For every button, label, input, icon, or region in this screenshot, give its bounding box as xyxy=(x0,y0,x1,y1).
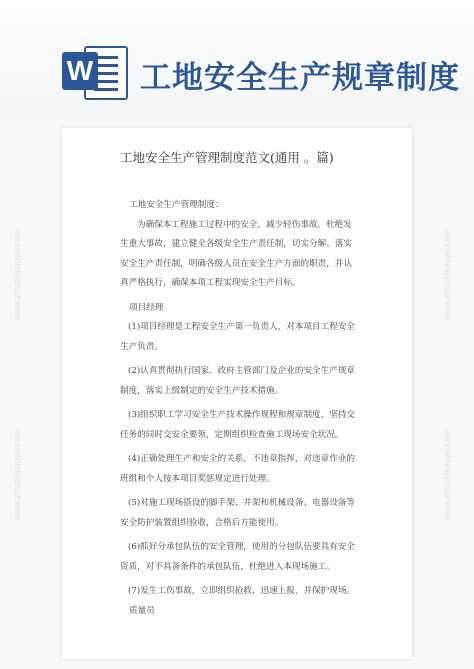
clause-4: (4)正确处理生产和安全的关系，不违章指挥，对违章作业的班组和个人按本项目奖惩规定进行处理。 xyxy=(120,454,356,484)
watermark-left: www.zhuzhijiaoyu.com www.zhuzhijiaoyu.com xyxy=(12,229,22,520)
document-title: 工地安全生产管理制度范文(通用 。篇) xyxy=(120,150,334,165)
word-document-icon xyxy=(62,42,128,100)
section-heading-manager: 项目经理 xyxy=(129,302,164,313)
section-heading: 工地安全生产管理制度： xyxy=(129,200,224,210)
clause-6: (6)抓好分承包队伍的安全管理，使用的分包队伍要具有安全资质，对不具备条件的承包队伍，杜绝进入本现场施工。 xyxy=(120,542,356,572)
word-letter: W xyxy=(62,52,98,90)
clause-2: (2)认真贯彻执行国家、政府主管部门及企业的安全生产规章制度，落实上级制定的安全生产技术措施。 xyxy=(120,366,356,396)
intro-paragraph: 为确保本工程施工过程中的安全，减少轻伤事故，杜绝发生重大事故，建立健全各级安全生产责任制，切实分解、落实安全生产责任制，明确各级人员在安全生产方面的职责，并认真严格执行，确保本项工程实现安全生产目标。 xyxy=(120,219,353,288)
clause-1: (1)项目经理是工程安全生产第一负责人，对本项目工程安全生产负责。 xyxy=(120,322,356,352)
clause-7: (7)发生工伤事故，立即组织抢救，迅速上报，并保护现场。 xyxy=(128,586,356,596)
document-body xyxy=(120,196,360,621)
watermark-right: www.zhuzhijiaoyu.com www.zhuzhijiaoyu.com xyxy=(442,229,452,520)
clause-5: (5)对施工现场搭设的脚手架、井架和机械设备、电器设备等安全防护装置组织验收，合格后方能使用。 xyxy=(120,498,356,528)
banner xyxy=(0,0,474,118)
document-page xyxy=(62,128,412,659)
clause-3: (3)组织职工学习安全生产技术操作规程和规章制度，坚持交任务的同时交安全要领，定期组织检查施工现场安全状况。 xyxy=(120,410,356,440)
banner-title: 工地安全生产规章制度 xyxy=(140,60,460,96)
section-heading-quality: 质量员 xyxy=(129,605,155,616)
